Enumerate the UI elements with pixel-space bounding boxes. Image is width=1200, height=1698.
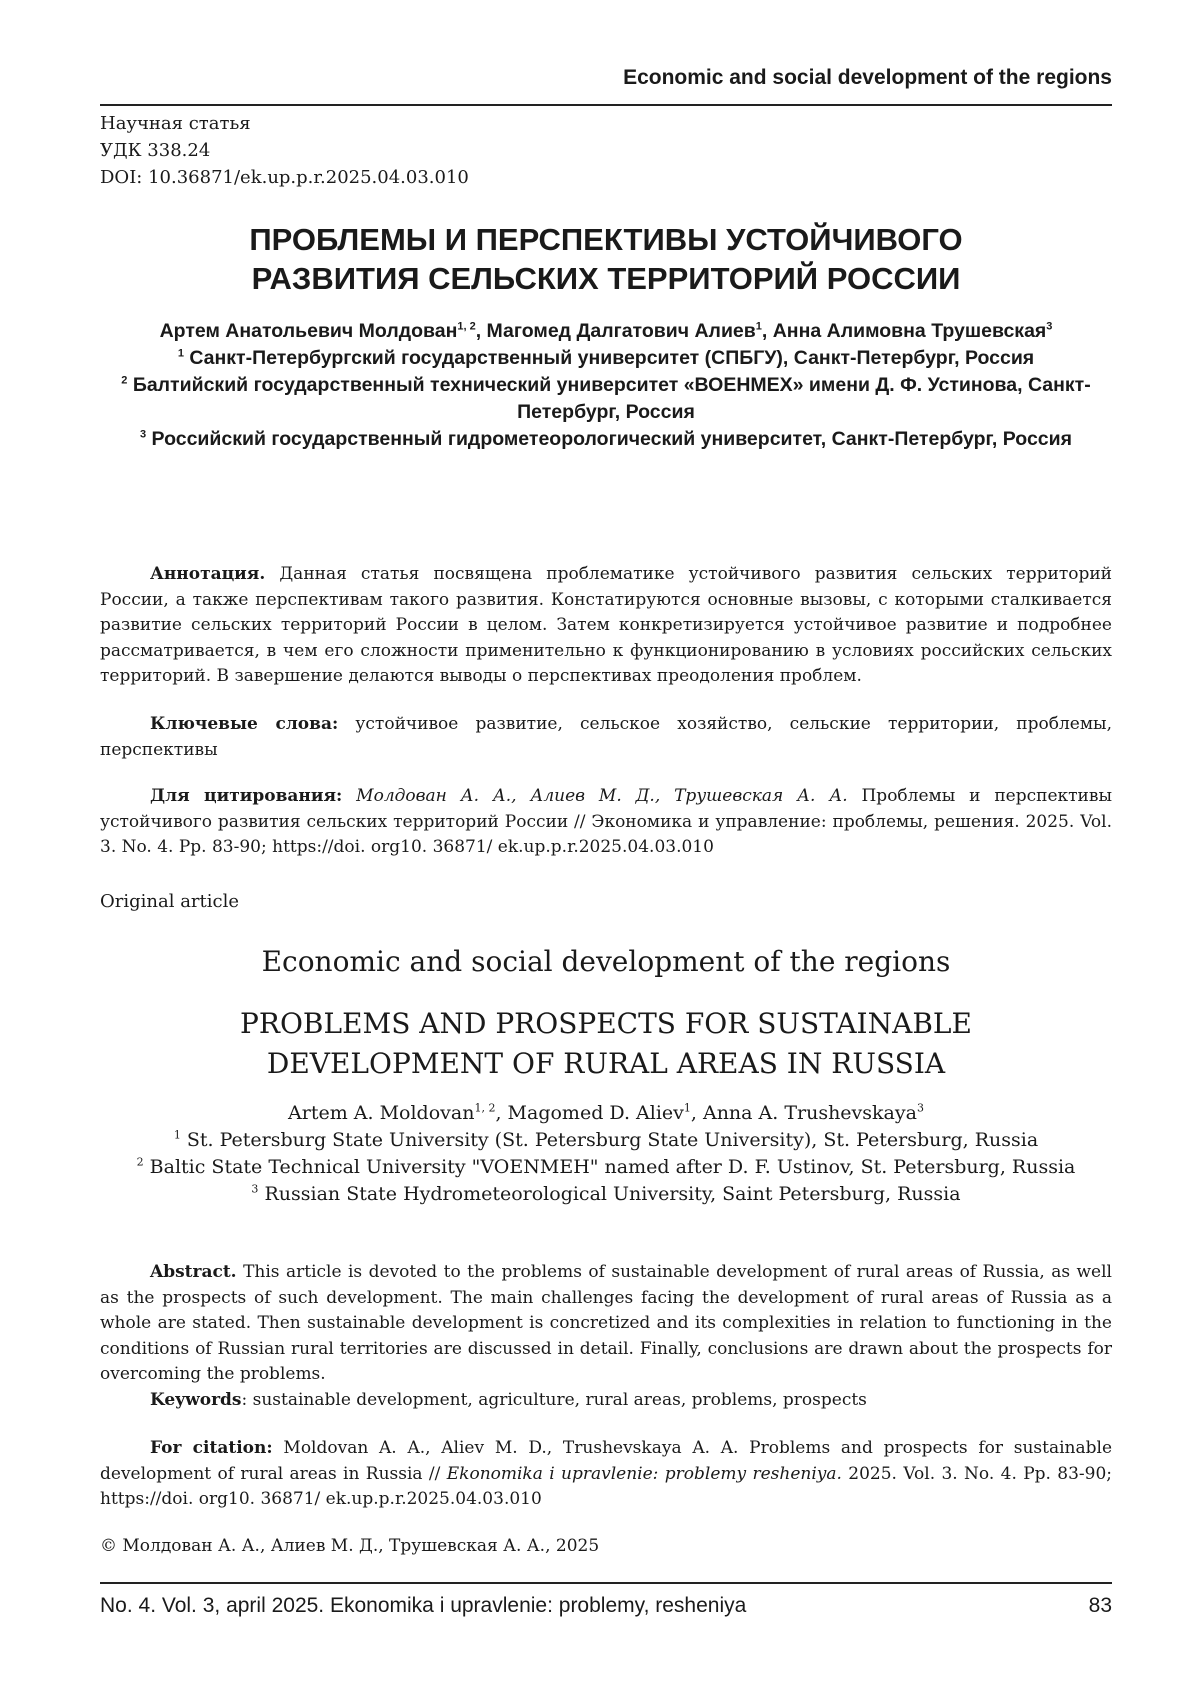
affiliation xyxy=(100,1181,1112,1208)
author-sup: 3 xyxy=(1046,321,1052,333)
citation-authors: Молдован А. А., Алиев М. Д., Трушевская А. А. xyxy=(356,786,847,806)
footer-rule xyxy=(100,1582,1112,1584)
keywords-ru xyxy=(100,712,1112,763)
author-sup: 3 xyxy=(917,1102,924,1115)
authors-ru xyxy=(100,318,1112,453)
abstract-text: Данная статья посвящена проблематике устойчивого развития сельских территорий России, а также перспективам такого развития. Констатируются основные вызовы, с которыми сталкивается развитие сельских территорий России в целом. Затем конкретизируется устойчивое развитие и подробнее рассматривается, в чем его сложности применительно к функционированию в условиях российских сельских территорий. В завершение делаются выводы о перспективах преодоления проблем. xyxy=(100,564,1112,686)
author-list-ru xyxy=(100,318,1112,345)
keywords-label: Ключевые слова: xyxy=(150,714,338,734)
abstract-label: Аннотация. xyxy=(150,564,265,584)
aff-sup: 2 xyxy=(121,375,127,387)
abstract-label: Abstract. xyxy=(150,1262,237,1282)
aff-text: Baltic State Technical University "VOENMEH" named after D. F. Ustinov, St. Petersburg, Russia xyxy=(150,1156,1076,1178)
citation-text: Проблемы и перспективы устойчивого развития сельских территорий России // Экономика и управление: проблемы, решения. 2025. Vol. 3. No. 4. Pp. 83-90; https://doi. org10. 36871/ ek.up.p.r.2025.04.03.010 xyxy=(100,786,1112,857)
abstract-en xyxy=(100,1260,1112,1388)
abstract-ru xyxy=(100,562,1112,690)
author-name: Artem A. Moldovan xyxy=(288,1102,474,1124)
aff-sup: 3 xyxy=(140,429,146,441)
author-sup: 1 xyxy=(684,1102,691,1115)
citation-label: Для цитирования: xyxy=(150,786,342,806)
author-name: Артем Анатольевич Молдован xyxy=(160,320,458,342)
article-meta xyxy=(100,110,1112,191)
article-type: Научная статья xyxy=(100,110,1112,137)
aff-sup: 2 xyxy=(137,1156,144,1169)
citation-en xyxy=(100,1436,1112,1513)
header-rule xyxy=(100,104,1112,106)
author-name: , Анна Алимовна Трушевская xyxy=(762,320,1046,342)
aff-sup: 3 xyxy=(251,1183,258,1196)
aff-text: St. Petersburg State University (St. Petersburg State University), St. Petersburg, Russia xyxy=(187,1129,1038,1151)
aff-text: Russian State Hydrometeorological University, Saint Petersburg, Russia xyxy=(264,1183,960,1205)
citation-ru xyxy=(100,784,1112,861)
author-sup: 1, 2 xyxy=(474,1102,495,1115)
footer-journal: No. 4. Vol. 3, april 2025. Ekonomika i upravlenie: problemy, resheniya xyxy=(100,1594,746,1618)
aff-sup: 1 xyxy=(174,1129,181,1142)
aff-text: Балтийский государственный технический университет «ВОЕНМЕХ» имени Д. Ф. Устинова, Санкт-Петербург, Россия xyxy=(133,374,1091,423)
title-en-line2: DEVELOPMENT OF RURAL AREAS IN RUSSIA xyxy=(100,1044,1112,1084)
doi: DOI: 10.36871/ek.up.p.r.2025.04.03.010 xyxy=(100,164,1112,191)
author-sup: 1, 2 xyxy=(457,321,475,333)
affiliation xyxy=(100,1127,1112,1154)
author-sup: 1 xyxy=(756,321,762,333)
keywords-en xyxy=(100,1388,1112,1414)
article-type-en: Original article xyxy=(100,888,1112,915)
title-en-line1: PROBLEMS AND PROSPECTS FOR SUSTAINABLE xyxy=(100,1004,1112,1044)
citation-label: For citation: xyxy=(150,1438,273,1458)
title-ru xyxy=(100,220,1112,298)
keywords-label: Keywords xyxy=(150,1390,241,1410)
title-ru-line2: РАЗВИТИЯ СЕЛЬСКИХ ТЕРРИТОРИЙ РОССИИ xyxy=(100,259,1112,298)
page-number: 83 xyxy=(1089,1594,1112,1618)
keywords-text: : sustainable development, agriculture, rural areas, problems, prospects xyxy=(241,1390,866,1410)
author-list-en xyxy=(100,1100,1112,1127)
aff-text: Санкт-Петербургский государственный университет (СПБГУ), Санкт-Петербург, Россия xyxy=(189,347,1034,369)
copyright: © Молдован А. А., Алиев М. Д., Трушевская А. А., 2025 xyxy=(100,1536,1112,1556)
affiliation xyxy=(100,345,1112,372)
author-name: , Magomed D. Aliev xyxy=(495,1102,683,1124)
citation-journal: Ekonomika i upravlenie: problemy resheniya. xyxy=(447,1464,842,1484)
affiliation xyxy=(100,426,1112,453)
authors-en xyxy=(100,1100,1112,1208)
affiliation xyxy=(100,1154,1112,1181)
citation-text: 2025. Vol. 3. No. 4. Pp. 83-90; https://doi. org10. 36871/ ek.up.p.r.2025.04.03.010 xyxy=(100,1464,1112,1510)
title-en xyxy=(100,1004,1112,1084)
aff-sup: 1 xyxy=(178,348,184,360)
udc: УДК 338.24 xyxy=(100,137,1112,164)
citation-text: Moldovan A. A., Aliev M. D., Trushevskaya A. A. Problems and prospects for sustainable development of rural areas in Russia // xyxy=(100,1438,1112,1484)
abstract-text: This article is devoted to the problems of sustainable development of rural areas of Russia, as well as the prospects of such development. The main challenges facing the development of rural areas of Russia as a whole are stated. Then sustainable development is concretized and its complexities in relation to functioning in the conditions of Russian rural territories are discussed in detail. Finally, conclusions are drawn about the prospects for overcoming the problems. xyxy=(100,1262,1112,1384)
page-footer xyxy=(100,1594,1112,1618)
keywords-text: устойчивое развитие, сельское хозяйство, сельские территории, проблемы, перспективы xyxy=(100,714,1112,760)
author-name: , Магомед Далгатович Алиев xyxy=(476,320,756,342)
affiliation xyxy=(100,372,1112,426)
aff-text: Российский государственный гидрометеорологический университет, Санкт-Петербург, Россия xyxy=(152,428,1072,450)
running-header: Economic and social development of the regions xyxy=(623,66,1112,90)
section-en: Economic and social development of the regions xyxy=(100,944,1112,980)
author-name: , Anna A. Trushevskaya xyxy=(691,1102,917,1124)
title-ru-line1: ПРОБЛЕМЫ И ПЕРСПЕКТИВЫ УСТОЙЧИВОГО xyxy=(100,220,1112,259)
